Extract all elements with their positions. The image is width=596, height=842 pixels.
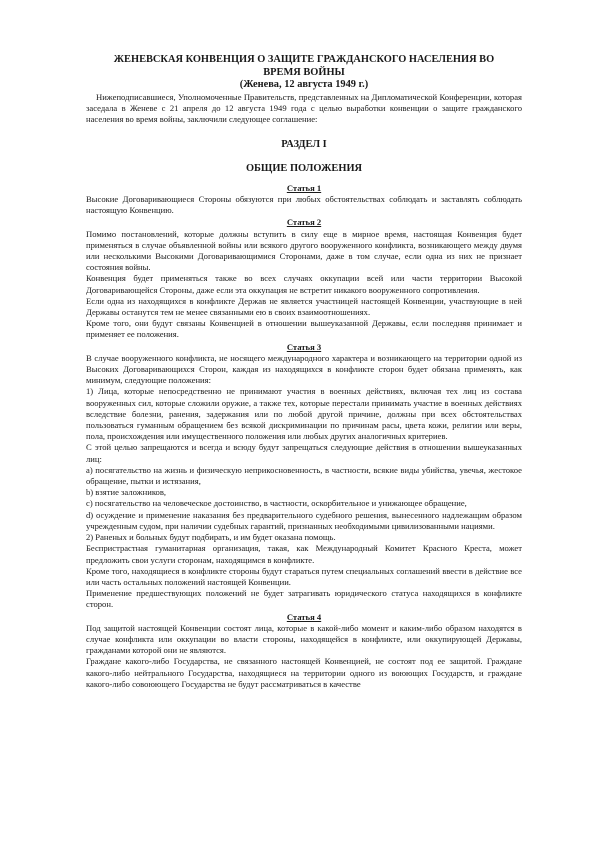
article-paragraph: a) посягательство на жизнь и физическую неприкосновенность, в частности, всякие виды убийства, увечья, жестокое обращение, пытки и истязания, — [86, 464, 522, 487]
article-title: Статья 3 — [286, 341, 322, 352]
article-2 — [86, 217, 522, 340]
section-label: РАЗДЕЛ I — [281, 139, 327, 151]
article-title: Статья 4 — [286, 611, 322, 622]
article-paragraph: Граждане какого-либо Государства, не связанного настоящей Конвенцией, не состоят под ее защитой. Граждане какого-либо нейтрального Государства, находящиеся на территории одного из воюющих Государств, и граждане какого-либо совоюющего Государства не будут рассматриваться в качестве — [86, 656, 522, 689]
article-paragraph: Кроме того, они будут связаны Конвенцией в отношении вышеуказанной Державы, если последняя принимает и применяет ее положения. — [86, 318, 522, 340]
article-paragraph: d) осуждение и применение наказания без предварительного судебного решения, вынесенного надлежащим образом учрежденным судом, при наличии судебных гарантий, признанных необходимыми цивилизованными нациями. — [86, 509, 522, 531]
article-title: Статья 1 — [286, 182, 322, 193]
article-paragraph: Помимо постановлений, которые должны вступить в силу еще в мирное время, настоящая Конвенция будет применяться в случае объявленной войны или всякого другого вооруженного конфликта, возникающего между двумя или несколькими Высокими Договаривающимися Сторонами, даже в том случае, если одна из них не признает состояния войны. — [86, 228, 522, 273]
article-paragraph: Беспристрастная гуманитарная организация, такая, как Международный Комитет Красного Креста, может предложить свои услуги сторонам, находящимся в конфликте. — [86, 543, 522, 565]
article-paragraph: Конвенция будет применяться также во всех случаях оккупации всей или части территории Высокой Договаривающейся Стороны, даже если эта оккупация не встретит никакого вооруженного сопротивления. — [86, 273, 522, 295]
article-paragraph: b) взятие заложников, — [86, 487, 167, 498]
article-paragraph: Кроме того, находящиеся в конфликте стороны будут стараться путем специальных соглашений ввести в действие все или часть остальных положений настоящей Конвенции. — [86, 565, 522, 587]
article-4 — [86, 612, 522, 690]
article-3 — [86, 342, 522, 611]
preamble-paragraph: Нижеподписавшиеся, Уполномоченные Правительств, представленных на Дипломатической Конференции, которая заседала в Женеве с 21 апреля до 12 августа 1949 года с целью выработки конвенции о защите гражданского населения во время войны, заключили следующее соглашение: — [86, 91, 522, 125]
article-paragraph: 2) Раненых и больных будут подбирать, и им будет оказана помощь. — [86, 532, 336, 543]
article-title: Статья 2 — [286, 217, 322, 228]
article-paragraph: Применение предшествующих положений не будет затрагивать юридического статуса находящихся в конфликте сторон. — [86, 588, 522, 610]
article-paragraph: Если одна из находящихся в конфликте Держав не является участницей настоящей Конвенции, участвующие в ней Державы останутся тем не менее связанными ею в своих взаимоотношениях. — [86, 295, 522, 318]
section-name: ОБЩИЕ ПОЛОЖЕНИЯ — [245, 162, 363, 174]
article-paragraph: Под защитой настоящей Конвенции состоят лица, которые в какой-либо момент и каким-либо образом находятся в случае конфликта или оккупации во власти стороны, находящейся в конфликте, или оккупирующей Державы, гражданами которой они не являются. — [86, 622, 522, 656]
document-title: ЖЕНЕВСКАЯ КОНВЕНЦИЯ О ЗАЩИТЕ ГРАЖДАНСКОГО НАСЕЛЕНИЯ ВО ВРЕМЯ ВОЙНЫ — [113, 54, 495, 78]
article-paragraph: С этой целью запрещаются и всегда и всюду будут запрещаться следующие действия в отношении вышеуказанных лиц: — [86, 442, 522, 464]
article-paragraph: 1) Лица, которые непосредственно не принимают участия в военных действиях, включая тех лиц из состава вооруженных сил, которые сложили оружие, а также тех, которые перестали принимать участие в военных действиях вследствие болезни, ранения, задержания или по любой другой причине, должны при всех обстоятельствах пользоваться гуманным обращением без всякой дискриминации по причинам расы, цвета кожи, религии или веры, пола, происхождения или имущественного положения или любых других аналогичных критериев. — [86, 386, 522, 442]
document-page — [86, 54, 522, 690]
article-paragraph: Высокие Договаривающиеся Стороны обязуются при любых обстоятельствах соблюдать и заставлять соблюдать настоящую Конвенцию. — [86, 194, 522, 216]
article-paragraph: В случае вооруженного конфликта, не носящего международного характера и возникающего на территории одной из Высоких Договаривающихся Сторон, каждая из находящихся в конфликте сторон будет обязана применять, как минимум, следующие положения: — [86, 352, 522, 386]
document-subtitle: (Женева, 12 августа 1949 г.) — [239, 79, 369, 91]
article-paragraph: c) посягательство на человеческое достоинство, в частности, оскорбительное и унижающее обращение, — [86, 498, 467, 509]
article-1 — [86, 183, 522, 217]
